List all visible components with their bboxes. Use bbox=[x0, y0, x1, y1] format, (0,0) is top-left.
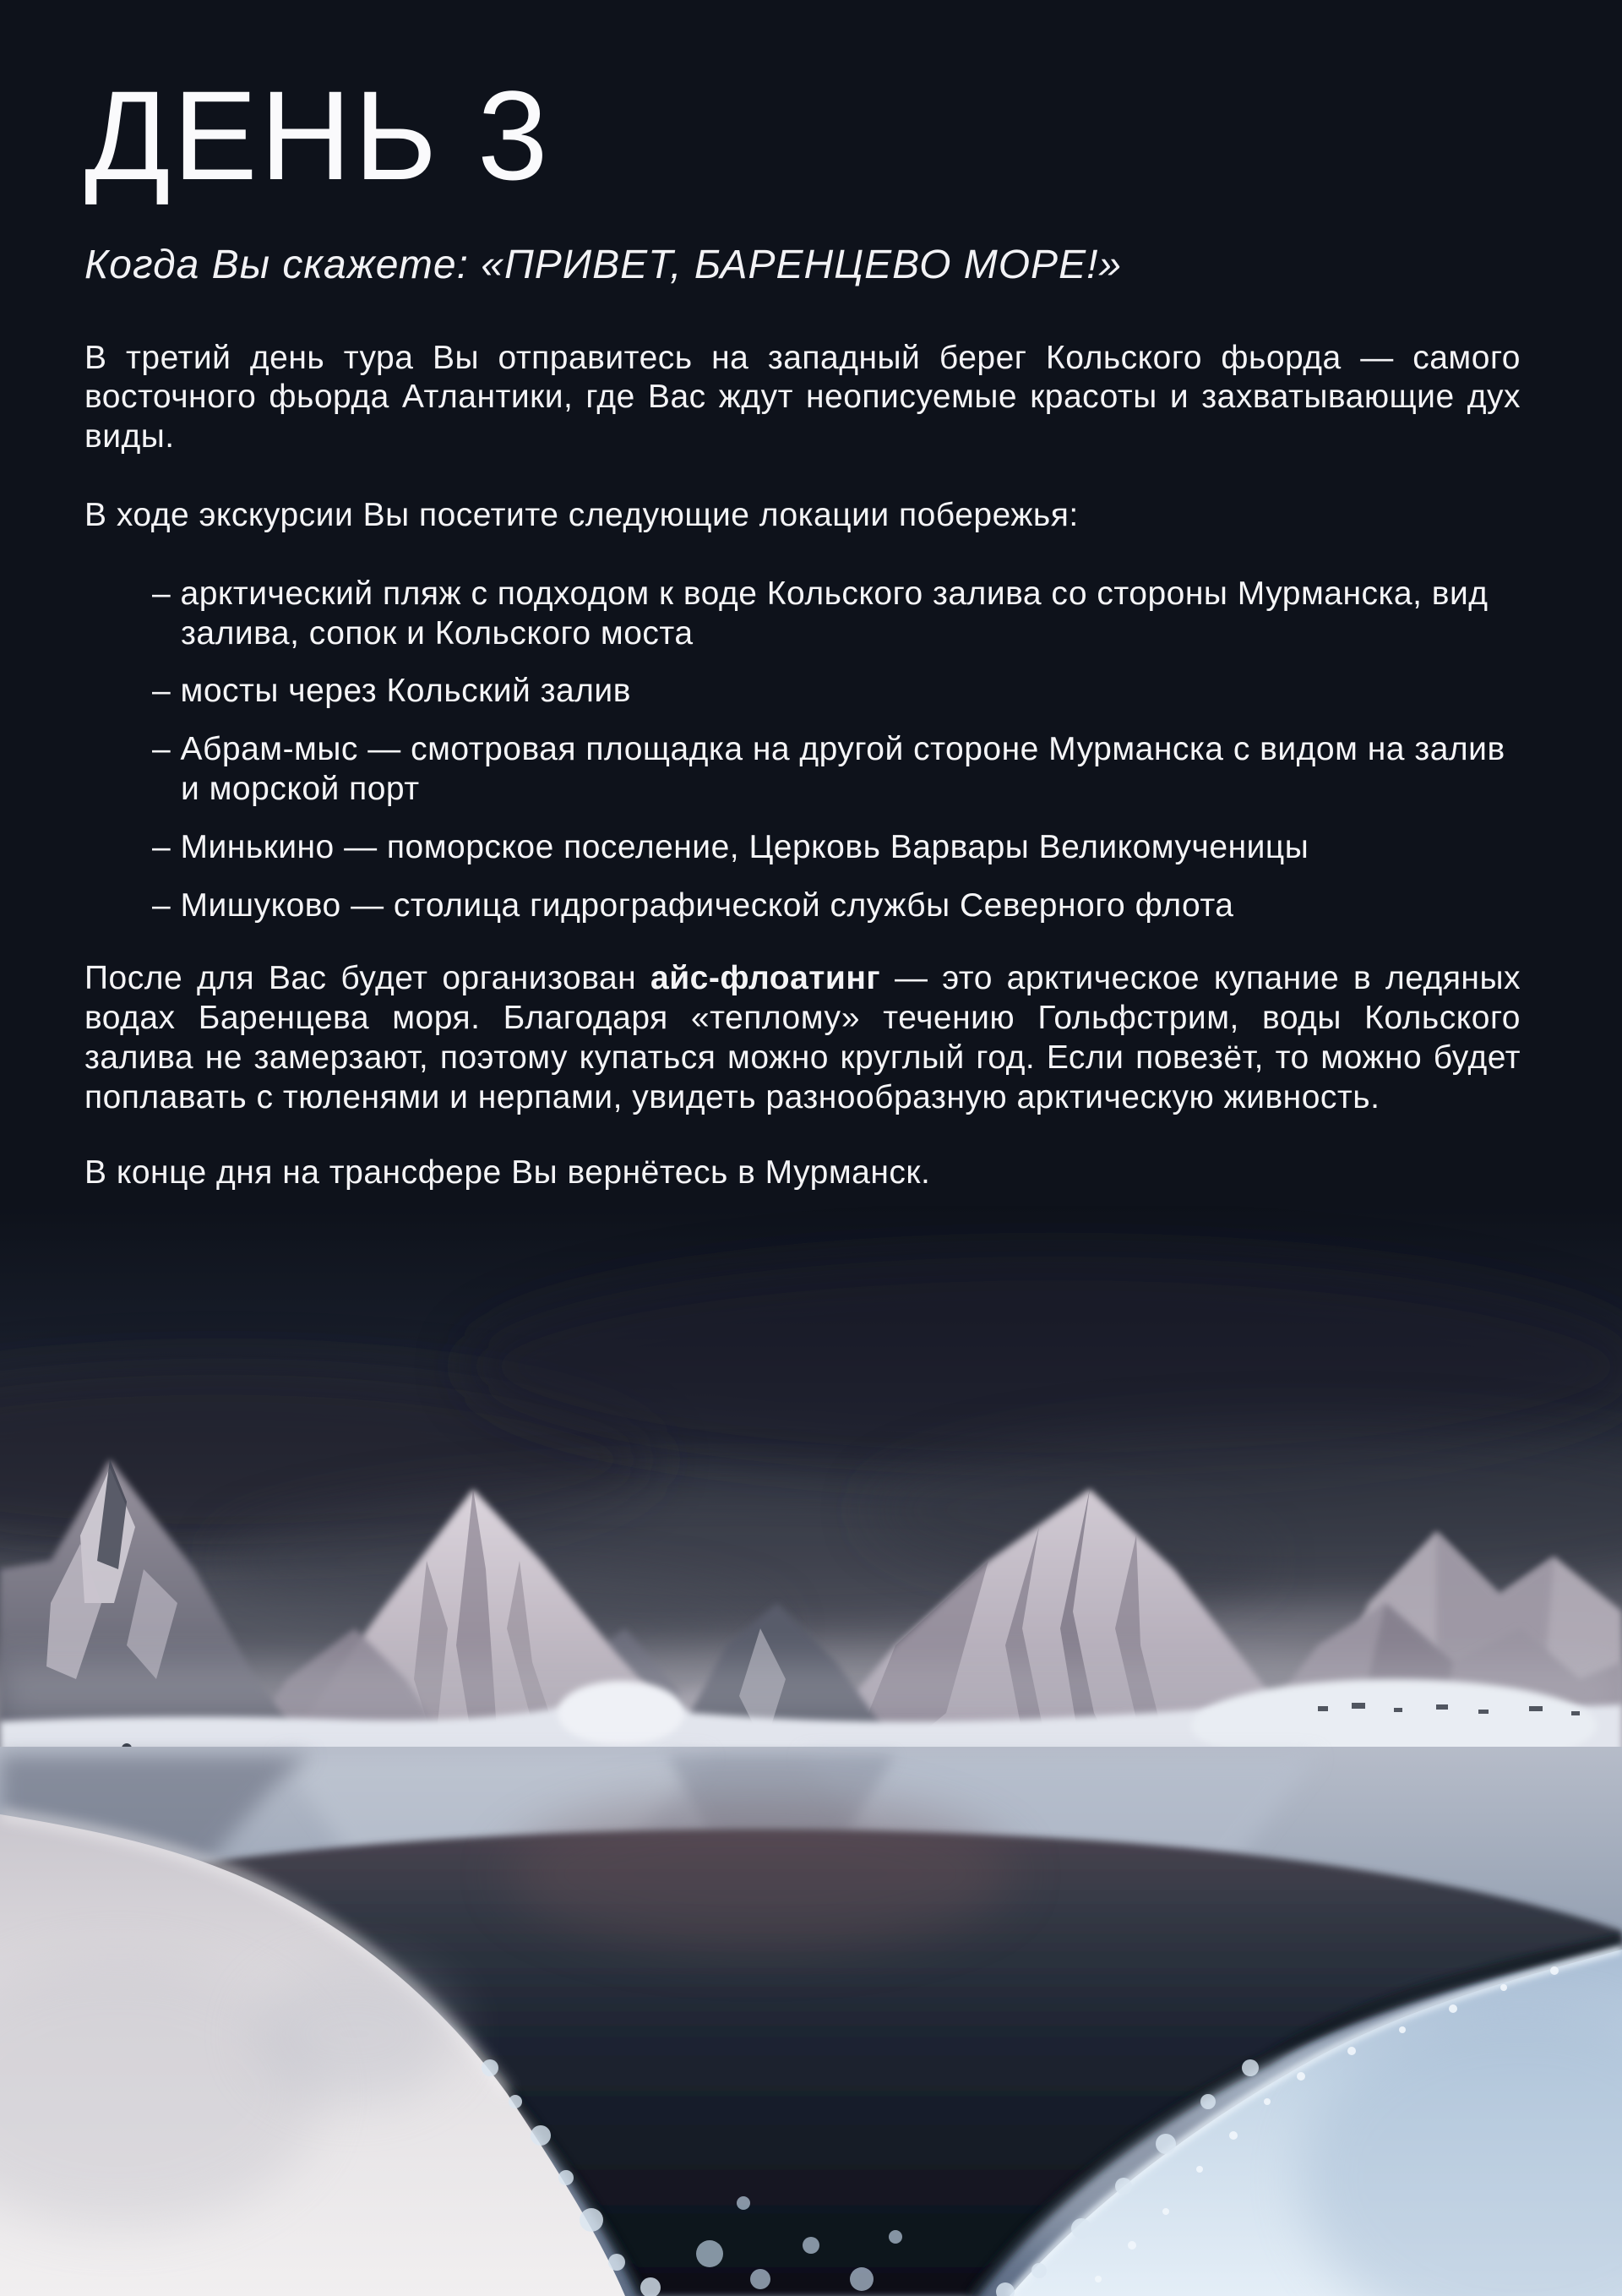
closing-paragraph: В конце дня на трансфере Вы вернётесь в Мурманск. bbox=[84, 1153, 931, 1191]
p2-bold-term: айс-флоатинг bbox=[650, 960, 881, 997]
intro-paragraph: В третий день тура Вы отправитесь на западный берег Кольского фьорда — самого восточного фьорда Атлантики, где Вас ждут неописуемые красоты и захватывающие дух виды. bbox=[84, 339, 1521, 455]
list-item-arctic-beach: – арктический пляж с подходом к воде Кольского залива со стороны Мурманска, вид залива, сопок и Кольского моста bbox=[152, 575, 1489, 652]
list-intro: В ходе экскурсии Вы посетите следующие локации побережья: bbox=[84, 496, 1079, 533]
p2-before: После для Вас будет организован bbox=[84, 960, 651, 997]
page-title: ДЕНЬ 3 bbox=[84, 64, 551, 206]
ice-floating-paragraph bbox=[84, 959, 1521, 1117]
p2-after: — это арктическое купание в ледяных водах Баренцева моря. Благодаря «теплому» течению Гольфстрим, воды Кольского залива не замерзают, поэтому купаться можно круглый год. Если повезёт, то можно будет поплавать с тюленями и нерпами, увидеть разнообразную арктическую живность. bbox=[84, 960, 1521, 1115]
list-item-mishukovo: – Мишуково — столица гидрографической службы Северного флота bbox=[152, 886, 1234, 924]
fjord-photo-graphic bbox=[0, 1206, 1622, 2296]
list-item-abram-mys: – Абрам-мыс — смотровая площадка на другой стороне Мурманска с видом на залив и морской порт bbox=[152, 731, 1505, 807]
subtitle: Когда Вы скажете: «ПРИВЕТ, БАРЕНЦЕВО МОРЕ!» bbox=[84, 243, 1123, 287]
list-item-bridges: – мосты через Кольский залив bbox=[152, 673, 631, 710]
locations-list bbox=[84, 575, 1521, 926]
list-item-minkino: – Минькино — поморское поселение, Церковь Варвары Великомученицы bbox=[152, 828, 1309, 865]
winter-fjord-photo bbox=[0, 1206, 1622, 2296]
